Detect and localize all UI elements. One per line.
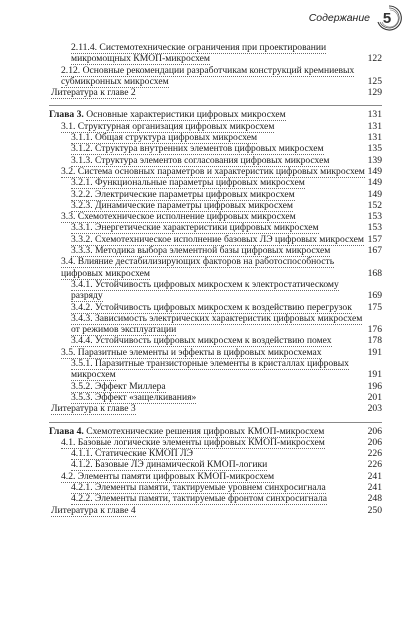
- toc-entry-title: 3.4.3. Зависимость электрических характеристик цифровых микросхем от режимов эксплуатации: [71, 312, 363, 336]
- toc-entry[interactable]: [49, 200, 382, 211]
- toc-entry-title: 2.11.4. Системотехнические ограничения при проектировании микромощных КМОП-микросхем: [71, 42, 327, 65]
- table-of-contents: [49, 42, 382, 516]
- toc-page-number: 206: [367, 425, 382, 437]
- toc-entry-title: 4.1.1. Статические КМОП ЛЭ: [71, 448, 193, 460]
- toc-page-number: 241: [367, 481, 382, 493]
- toc-entry-title: 3.5.3. Эффект «защелкивания»: [71, 391, 197, 403]
- toc-page-number: 153: [367, 222, 382, 234]
- page-number-badge: [376, 5, 402, 31]
- toc-entry-title: Литература к главе 4: [51, 504, 136, 516]
- toc-entry[interactable]: [49, 302, 382, 313]
- toc-entry-title: 4.2. Элементы памяти цифровых КМОП-микросхем: [61, 470, 275, 482]
- toc-page-number: 250: [367, 504, 382, 516]
- toc-entry-title: 3.2.2. Электрические параметры цифровых микросхем: [71, 188, 295, 200]
- toc-entry[interactable]: [49, 65, 382, 88]
- toc-page-number: 149: [367, 177, 382, 189]
- toc-entry-title: 3.3.3. Методика выбора элементной базы цифровых микросхем: [71, 245, 331, 257]
- toc-page-number: 201: [367, 391, 382, 403]
- toc-entry-title: 3.3. Схемотехническое исполнение цифровых микросхем: [61, 211, 296, 223]
- toc-entry[interactable]: [49, 42, 382, 65]
- toc-entry[interactable]: [49, 143, 382, 154]
- toc-page-number: 139: [367, 154, 382, 166]
- chapter-label: Глава 4.: [49, 425, 84, 437]
- toc-entry[interactable]: [49, 87, 382, 98]
- toc-entry-title: 3.4. Влияние дестабилизирующих факторов на работоспособность цифровых микросхем: [61, 256, 335, 279]
- toc-entry-title: Литература к главе 2: [51, 87, 136, 99]
- toc-entry-title: 3.2.1. Функциональные параметры цифровых микросхем: [71, 177, 305, 189]
- toc-page-number: 149: [367, 188, 382, 200]
- toc-page-number: 176: [367, 324, 382, 336]
- toc-page-number: 125: [367, 75, 382, 87]
- toc-page-number: 167: [367, 245, 382, 257]
- chapter-divider: [49, 422, 382, 423]
- toc-entry[interactable]: [49, 482, 382, 493]
- toc-entry[interactable]: [49, 471, 382, 482]
- toc-page-number: 153: [367, 211, 382, 223]
- toc-entry[interactable]: [49, 155, 382, 166]
- toc-entry[interactable]: [49, 313, 382, 336]
- toc-entry-title: 2.12. Основные рекомендации разработчикам конструкций кремниевых субмикронных микросхем: [61, 64, 355, 87]
- chapter-divider: [49, 105, 382, 106]
- toc-entry-title: 3.5. Паразитные элементы и эффекты в цифровых микросхемах: [61, 346, 322, 358]
- toc-page-number: 129: [367, 87, 382, 99]
- page-header: [309, 6, 402, 30]
- toc-page-number: 152: [367, 199, 382, 211]
- toc-entry[interactable]: [49, 381, 382, 392]
- toc-page-number: 206: [367, 436, 382, 448]
- page-number: 5: [382, 9, 392, 27]
- toc-page-number: 226: [367, 459, 382, 471]
- toc-entry[interactable]: [49, 437, 382, 448]
- toc-entry-title: 4.2.2. Элементы памяти, тактируемые фронтом синхросигнала: [71, 493, 328, 505]
- toc-entry[interactable]: [49, 279, 382, 302]
- toc-page-number: 149: [367, 165, 382, 177]
- toc-entry-title: 4.1.2. Базовые ЛЭ динамической КМОП-логики: [71, 459, 268, 471]
- toc-entry[interactable]: [49, 335, 382, 346]
- toc-page-number: 178: [367, 335, 382, 347]
- toc-entry-title: 3.1.2. Структура внутренних элементов цифровых микросхем: [71, 143, 324, 155]
- toc-page-number: 248: [367, 493, 382, 505]
- toc-entry[interactable]: [49, 256, 382, 279]
- toc-entry[interactable]: [49, 234, 382, 245]
- toc-chapter-entry[interactable]: [49, 426, 382, 437]
- toc-entry[interactable]: [49, 177, 382, 188]
- toc-page-number: 122: [367, 53, 382, 65]
- toc-entry[interactable]: [49, 358, 382, 381]
- toc-page-number: 169: [367, 290, 382, 302]
- toc-page-number: 196: [367, 380, 382, 392]
- toc-entry[interactable]: [49, 493, 382, 504]
- toc-page-number: 135: [367, 143, 382, 155]
- toc-chapter-entry[interactable]: [49, 109, 382, 120]
- toc-entry-title: Основные характеристики цифровых микросхем: [86, 109, 286, 121]
- toc-page-number: 168: [367, 267, 382, 279]
- toc-page-number: 226: [367, 448, 382, 460]
- toc-entry[interactable]: [49, 448, 382, 459]
- toc-entry-title: 3.4.2. Устойчивость цифровых микросхем к воздействию перегрузок: [71, 301, 352, 313]
- toc-page-number: 241: [367, 470, 382, 482]
- toc-entry[interactable]: [49, 403, 382, 414]
- toc-entry-title: 3.2. Система основных параметров и характеристик цифровых микросхем: [61, 165, 365, 177]
- toc-entry-title: 3.3.2. Схемотехническое исполнение базовых ЛЭ цифровых микросхем: [71, 233, 365, 245]
- toc-entry-title: 3.5.2. Эффект Миллера: [71, 380, 166, 392]
- toc-entry-title: 3.4.4. Устойчивость цифровых микросхем к воздействию помех: [71, 335, 332, 347]
- toc-page-number: 203: [367, 403, 382, 415]
- toc-page-number: 131: [367, 109, 382, 121]
- toc-entry[interactable]: [49, 222, 382, 233]
- running-title: Содержание: [308, 12, 370, 24]
- toc-entry[interactable]: [49, 166, 382, 177]
- toc-entry-title: 3.1. Структурная организация цифровых микросхем: [61, 120, 275, 132]
- toc-page-number: 157: [367, 233, 382, 245]
- toc-entry-title: 3.2.3. Динамические параметры цифровых микросхем: [71, 199, 293, 211]
- toc-entry-title: 4.2.1. Элементы памяти, тактируемые уровнем синхросигнала: [71, 481, 326, 493]
- toc-entry[interactable]: [49, 347, 382, 358]
- toc-entry-title: 4.1. Базовые логические элементы цифровых КМОП-микросхем: [61, 436, 325, 448]
- toc-entry-title: 3.1.3. Структура элементов согласования цифровых микросхем: [71, 154, 330, 166]
- toc-entry-title: 3.4.1. Устойчивость цифровых микросхем к электростатическому разряду: [71, 278, 339, 302]
- toc-entry[interactable]: [49, 132, 382, 143]
- toc-entry[interactable]: [49, 211, 382, 222]
- toc-entry-title: 3.1.1. Общая структура цифровых микросхем: [71, 132, 258, 144]
- toc-entry-title: 3.5.1. Паразитные транзисторные элементы в кристаллах цифровых микросхем: [71, 358, 349, 381]
- toc-entry-title: 3.3.1. Энергетические характеристики цифровых микросхем: [71, 222, 319, 234]
- toc-page-number: 131: [367, 120, 382, 132]
- toc-entry[interactable]: [49, 505, 382, 516]
- toc-entry[interactable]: [49, 121, 382, 132]
- toc-entry[interactable]: [49, 392, 382, 403]
- chapter-label: Глава 3.: [49, 109, 84, 121]
- toc-entry-title: Литература к главе 3: [51, 403, 136, 415]
- toc-page-number: 191: [367, 369, 382, 381]
- toc-page-number: 175: [367, 301, 382, 313]
- toc-entry[interactable]: [49, 459, 382, 470]
- toc-entry[interactable]: [49, 245, 382, 256]
- toc-page-number: 191: [367, 346, 382, 358]
- toc-page-number: 131: [367, 132, 382, 144]
- toc-entry[interactable]: [49, 189, 382, 200]
- toc-entry-title: Схемотехнические решения цифровых КМОП-микросхем: [86, 425, 325, 437]
